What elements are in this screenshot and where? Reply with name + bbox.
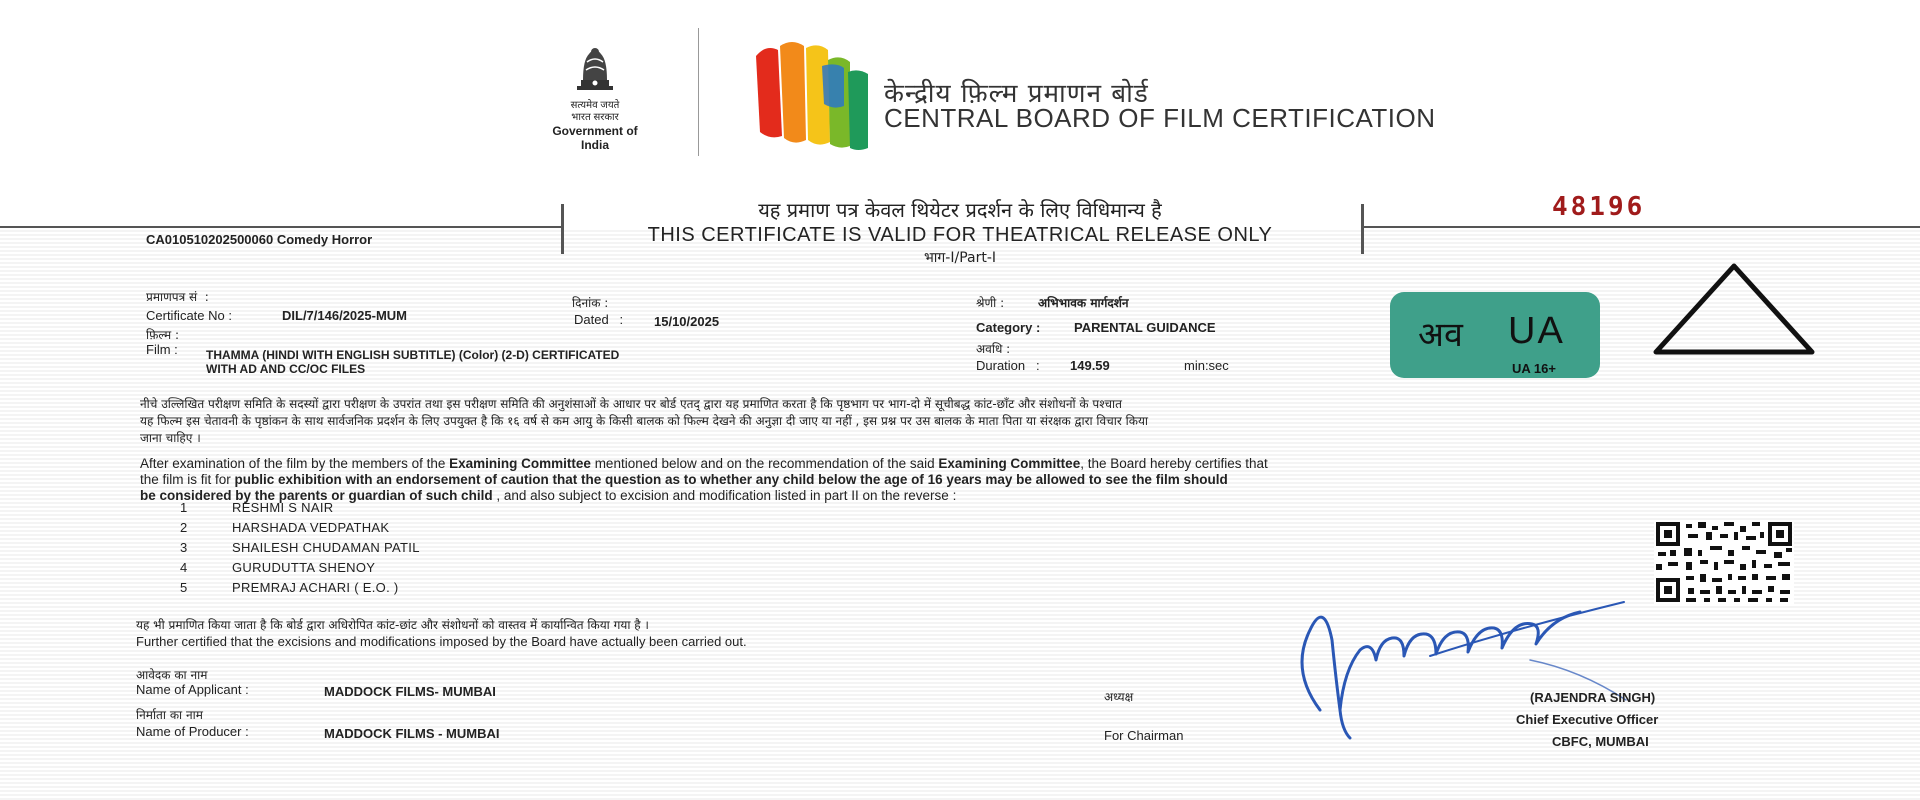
signatory-office: CBFC, MUMBAI [1552, 734, 1649, 749]
english-para-line3: be considered by the parents or guardian of such child , and also subject to excision and modification listed in part II on the reverse : [140, 488, 957, 503]
cert-no-value: DIL/7/146/2025-MUM [282, 308, 407, 323]
film-hindi: फ़िल्म : [146, 328, 180, 342]
committee-member: GURUDUTTA SHENOY [232, 560, 376, 575]
certificate-id: CA010510202500060 Comedy Horror [146, 232, 373, 247]
qr-code-icon [1654, 520, 1794, 604]
further-certified-english: Further certified that the excisions and modifications imposed by the Board have actually been carried out. [136, 634, 747, 649]
english-para-line2: the film is fit for public exhibition with an endorsement of caution that the question as to whether any child below the age of 16 years may be allowed to see the film should [140, 472, 1228, 487]
applicant-label: Name of Applicant : [136, 682, 249, 697]
lion-capital-icon [571, 40, 619, 100]
emblem-bharat-sarkar: भारत सरकार [571, 112, 619, 123]
committee-member: PREMRAJ ACHARI ( E.O. ) [232, 580, 399, 595]
rating-badge [1390, 292, 1600, 378]
committee-member: SHAILESH CHUDAMAN PATIL [232, 540, 420, 555]
validity-banner [560, 197, 1360, 269]
cert-no-label: Certificate No : [146, 308, 232, 323]
rating-subtitle: UA 16+ [1512, 361, 1556, 376]
validity-hindi: यह प्रमाण पत्र केवल थियेटर प्रदर्शन के लिए विधिमान्य है [758, 198, 1162, 222]
category-hindi-label: श्रेणी : [976, 296, 1005, 310]
committee-member: HARSHADA VEDPATHAK [232, 520, 390, 535]
category-value: PARENTAL GUIDANCE [1074, 320, 1216, 335]
duration-label: Duration : [976, 358, 1040, 373]
government-of-india: Government of India [552, 124, 638, 152]
hindi-para-line1: नीचे उल्लिखित परीक्षण समिति के सदस्यों द्वारा परीक्षण के उपरांत तथा इस परीक्षण समिति की अनुशंसाओं के आधार पर बोर्ड एतद् द्वारा यह प्रमाणित करता है कि पृष्ठभाग पर भाग-दो में सूचीबद्ध कांट-छाँट और संशोधनों के पश्चात [140, 397, 1122, 411]
state-emblem [540, 40, 650, 152]
cbfc-name-english: CENTRAL BOARD OF FILM CERTIFICATION [884, 103, 1436, 133]
committee-number: 5 [180, 580, 188, 595]
part-label: भाग-I/Part-I [923, 250, 997, 266]
banner-rule-right [1364, 226, 1920, 228]
english-para-line1: After examination of the film by the members of the Examining Committee mentioned below and on the recommendation of the said Examining Committee, the Board hereby certifies that [140, 456, 1268, 471]
serial-number: 48196 [1552, 192, 1646, 222]
applicant-value: MADDOCK FILMS- MUMBAI [324, 684, 496, 699]
producer-value: MADDOCK FILMS - MUMBAI [324, 726, 500, 741]
category-hindi-value: अभिभावक मार्गदर्शन [1038, 296, 1129, 310]
emblem-motto: सत्यमेव जयते [570, 100, 620, 111]
banner-bracket-right [1361, 204, 1364, 254]
banner-rule-left [0, 226, 562, 228]
signatory-title: Chief Executive Officer [1516, 712, 1659, 727]
duration-hindi: अवधि : [976, 342, 1011, 356]
film-label: Film : [146, 342, 178, 357]
rating-hindi: अव [1418, 315, 1463, 355]
date-hindi: दिनांक : [572, 296, 609, 310]
rating-english: UA [1508, 310, 1565, 352]
committee-number: 2 [180, 520, 188, 535]
producer-label: Name of Producer : [136, 724, 249, 739]
committee-member: RESHMI S NAIR [232, 500, 334, 515]
further-certified-hindi: यह भी प्रमाणित किया जाता है कि बोर्ड द्वारा अधिरोपित कांट-छांट और संशोधनों को वास्तव में कार्यान्वित किया गया है । [136, 618, 649, 632]
english-certification-paragraph [140, 456, 1780, 504]
header-divider [698, 28, 699, 156]
committee-number: 1 [180, 500, 188, 515]
caution-triangle-icon [1652, 262, 1816, 356]
hindi-para-line2: यह फिल्म इस चेतावनी के पृष्ठांकन के साथ सार्वजनिक प्रदर्शन के लिए उपयुक्त है कि १६ वर्ष से कम आयु के किसी बालक को फिल्म देखने की अनुज्ञा दी जाए या नहीं , इस प्रश्न पर उस बालक के माता पिता या संरक्षक द्वारा विचार किया [140, 414, 1149, 428]
date-label: Dated : [574, 312, 624, 327]
committee-number: 3 [180, 540, 188, 555]
duration-unit: min:sec [1184, 358, 1229, 373]
film-title-line1: THAMMA (HINDI WITH ENGLISH SUBTITLE) (Color) (2-D) CERTIFICATED [206, 348, 620, 362]
cbfc-name-hindi: केन्द्रीय फ़िल्म प्रमाणन बोर्ड [884, 79, 1149, 109]
cert-no-hindi: प्रमाणपत्र सं : [146, 290, 209, 304]
hindi-para-line3: जाना चाहिए । [140, 431, 201, 445]
cbfc-logo-icon [752, 36, 872, 152]
chairman-hindi: अध्यक्ष [1104, 690, 1134, 704]
date-value: 15/10/2025 [654, 314, 720, 329]
for-chairman: For Chairman [1104, 728, 1184, 743]
applicant-hindi: आवेदक का नाम [136, 668, 208, 682]
hindi-certification-paragraph [140, 396, 1780, 447]
film-title-line2: WITH AD AND CC/OC FILES [206, 362, 366, 376]
committee-number: 4 [180, 560, 188, 575]
signatory-name: (RAJENDRA SINGH) [1530, 690, 1656, 705]
category-label: Category : [976, 320, 1041, 335]
validity-english: THIS CERTIFICATE IS VALID FOR THEATRICAL RELEASE ONLY [647, 224, 1273, 246]
producer-hindi: निर्माता का नाम [136, 708, 203, 722]
duration-value: 149.59 [1070, 358, 1110, 373]
